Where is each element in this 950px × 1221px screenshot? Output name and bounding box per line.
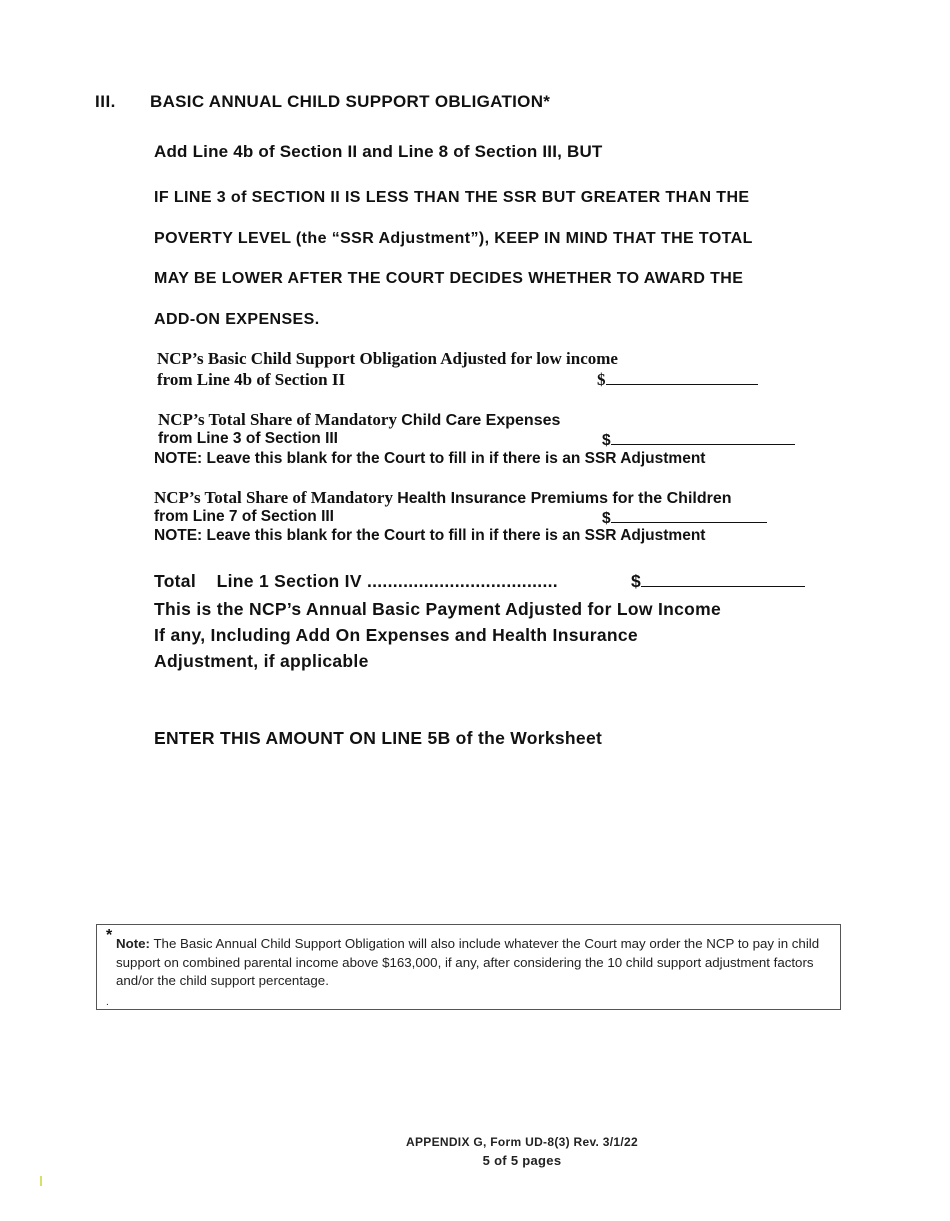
- blank-line: [606, 370, 758, 385]
- basic-obligation-field[interactable]: [597, 370, 758, 390]
- childcare-note: NOTE: Leave this blank for the Court to fill in if there is an SSR Adjustment: [154, 450, 706, 467]
- footnote-box: [96, 924, 841, 1010]
- total-description-1: This is the NCP’s Annual Basic Payment Adjusted for Low Income: [154, 599, 722, 619]
- form-identifier: APPENDIX G, Form UD-8(3) Rev. 3/1/22: [406, 1135, 638, 1149]
- total-field[interactable]: [631, 571, 805, 592]
- instruction-line-1: Add Line 4b of Section II and Line 8 of Section III, BUT: [154, 142, 603, 161]
- dollar-sign: $: [602, 510, 611, 527]
- blank-line: [641, 571, 805, 587]
- page-number: 5 of 5 pages: [482, 1153, 562, 1168]
- instruction-line-5: ADD-ON EXPENSES.: [154, 311, 320, 328]
- instruction-line-4: MAY BE LOWER AFTER THE COURT DECIDES WHETHER TO AWARD THE: [154, 270, 744, 287]
- dollar-sign: $: [602, 432, 611, 449]
- childcare-label-part-a: NCP’s Total Share of Mandatory: [158, 410, 402, 429]
- health-label-part-a: NCP’s Total Share of Mandatory: [154, 488, 398, 507]
- footnote-dot: .: [106, 997, 109, 1008]
- footnote-asterisk: *: [106, 927, 113, 944]
- childcare-label-part-b: Child Care Expenses: [401, 412, 561, 429]
- childcare-source: from Line 3 of Section III: [158, 430, 338, 447]
- footnote-label: Note:: [116, 936, 150, 951]
- footnote-body: The Basic Annual Child Support Obligation will also include whatever the Court may order the NCP to pay in child support on combined parental income above $163,000, if any, after considering the 10 child support adjustment factors and/or the child support percentage.: [116, 936, 820, 988]
- health-label: [154, 488, 732, 508]
- total-label: Total Line 1 Section IV .....................................: [154, 571, 558, 591]
- total-description-3: Adjustment, if applicable: [154, 651, 369, 671]
- blank-line: [611, 430, 795, 445]
- footnote-text: [116, 935, 828, 991]
- health-note: NOTE: Leave this blank for the Court to fill in if there is an SSR Adjustment: [154, 527, 706, 544]
- basic-obligation-label: NCP’s Basic Child Support Obligation Adjusted for low income: [157, 349, 618, 368]
- dollar-sign: $: [597, 370, 606, 389]
- childcare-label: [158, 410, 560, 430]
- blank-line: [611, 508, 767, 523]
- total-description-2: If any, Including Add On Expenses and Health Insurance: [154, 625, 638, 645]
- enter-amount-instruction: ENTER THIS AMOUNT ON LINE 5B of the Worksheet: [154, 728, 603, 748]
- basic-obligation-source: from Line 4b of Section II: [157, 370, 346, 389]
- instruction-line-2: IF LINE 3 of SECTION II IS LESS THAN THE SSR BUT GREATER THAN THE: [154, 189, 750, 206]
- instruction-line-3: POVERTY LEVEL (the “SSR Adjustment”), KEEP IN MIND THAT THE TOTAL: [154, 230, 753, 247]
- dollar-sign: $: [631, 571, 642, 591]
- childcare-field[interactable]: [602, 430, 795, 450]
- health-field[interactable]: [602, 508, 767, 528]
- margin-mark: [40, 1176, 42, 1186]
- section-number: III.: [95, 92, 116, 111]
- health-source: from Line 7 of Section III: [154, 508, 334, 525]
- section-title: BASIC ANNUAL CHILD SUPPORT OBLIGATION*: [150, 92, 551, 111]
- health-label-part-b: Health Insurance Premiums for the Children: [397, 490, 732, 507]
